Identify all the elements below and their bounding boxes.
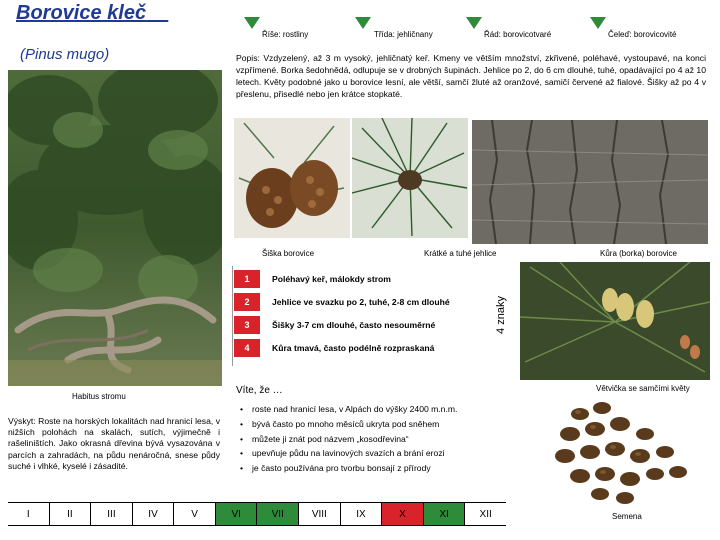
- feature-text: Kůra tmavá, často podélně rozpraskaná: [272, 343, 435, 353]
- feature-text: Šišky 3-7 cm dlouhé, často nesouměrné: [272, 320, 436, 330]
- caption-branch: Větvička se samčími květy: [596, 384, 690, 393]
- feature-row: [234, 316, 482, 334]
- month-cell: V: [174, 503, 216, 525]
- feature-row: [234, 339, 482, 357]
- flag-icon: [355, 17, 371, 29]
- needles-photo: [352, 118, 468, 238]
- feature-number: 2: [234, 293, 260, 311]
- caption-seeds: Semena: [612, 512, 642, 521]
- list-item: • bývá často po mnoho měsíců ukryta pod sněhem: [240, 417, 457, 432]
- month-cell: XII: [479, 508, 492, 520]
- feature-number: 3: [234, 316, 260, 334]
- feature-number: 4: [234, 339, 260, 357]
- flag-icon: [590, 17, 606, 29]
- month-cell: II: [50, 503, 92, 525]
- month-cell: X: [382, 503, 424, 525]
- feature-row: [234, 270, 482, 288]
- cone-photo: [234, 118, 350, 238]
- feature-text: Jehlice ve svazku po 2, tuhé, 2-8 cm dlouhé: [272, 297, 450, 307]
- bark-photo: [472, 120, 708, 244]
- features-label: [486, 270, 516, 360]
- habitus-photo: [8, 70, 222, 386]
- taxonomy-kingdom: Říše: rostliny: [262, 30, 309, 39]
- seeds-photo: [540, 394, 702, 508]
- did-you-know-list: [240, 402, 457, 476]
- features-label-text: 4 znaky: [495, 296, 507, 334]
- flag-icon: [244, 17, 260, 29]
- feature-row: [234, 293, 482, 311]
- caption-bark: Kůra (borka) borovice: [600, 249, 677, 258]
- list-item: • upevňuje půdu na lavinových svazích a brání erozi: [240, 446, 457, 461]
- caption-cone: Šiška borovice: [262, 249, 315, 258]
- branch-photo: [520, 262, 710, 380]
- list-item: • roste nad hranicí lesa, v Alpách do výšky 2400 m.n.m.: [240, 402, 457, 417]
- latin-name: (Pinus mugo): [20, 46, 110, 63]
- did-you-know-title: Víte, že …: [236, 385, 283, 396]
- month-cell: IX: [341, 503, 383, 525]
- month-cell: I: [8, 503, 50, 525]
- taxonomy-class: Třída: jehličnany: [374, 30, 433, 39]
- description-text: Popis: Vzdyzelený, až 3 m vysoký, jehličnatý keř. Kmeny ve větším množství, zkřivené, poléhavé, vystoupavé, na konci vzpřímené. Borka šedohnědá, odlupuje se v drobných šupinách. Jehlice po 2, do 6 cm dlouhé, tuhé, opadávající po 4 až 10 letech. Květy podobné jako u borovice lesní, ale větší, samčí žluté až oranžové, samičí červené až fialové. Šišky až po 4 v přeslenu, přisedlé nebo jen krátce stopkaté.: [236, 53, 706, 99]
- month-cell: VIII: [299, 503, 341, 525]
- taxonomy-family: Čeleď: borovicovité: [608, 30, 677, 39]
- page-title: Borovice kleč: [16, 2, 169, 24]
- month-bar: [8, 502, 506, 526]
- month-cell: XI: [424, 503, 466, 525]
- month-cell: VI: [216, 503, 258, 525]
- occurrence-text: Výskyt: Roste na horských lokalitách nad hranicí lesa, v nižších polohách na skalách, sutích, výjimečně i rašeliništích. Jako okrasná dřevina bývá vysazována v parcích a zahradách, na půdu nenáročná, snese půdy suché i vlhké, kyselé i zásadité.: [8, 416, 220, 471]
- flag-icon: [466, 17, 482, 29]
- caption-habitus: Habitus stromu: [72, 392, 126, 401]
- month-cell: IV: [133, 503, 175, 525]
- feature-number: 1: [234, 270, 260, 288]
- caption-needles: Krátké a tuhé jehlice: [424, 249, 497, 258]
- month-cell: III: [91, 503, 133, 525]
- feature-text: Poléhavý keř, málokdy strom: [272, 274, 391, 284]
- taxonomy-order: Řád: borovicotvaré: [484, 30, 552, 39]
- list-item: • můžete ji znát pod názvem „kosodřevina“: [240, 432, 457, 447]
- month-cell: VII: [257, 503, 299, 525]
- list-item: • je často používána pro tvorbu bonsají z přírody: [240, 461, 457, 476]
